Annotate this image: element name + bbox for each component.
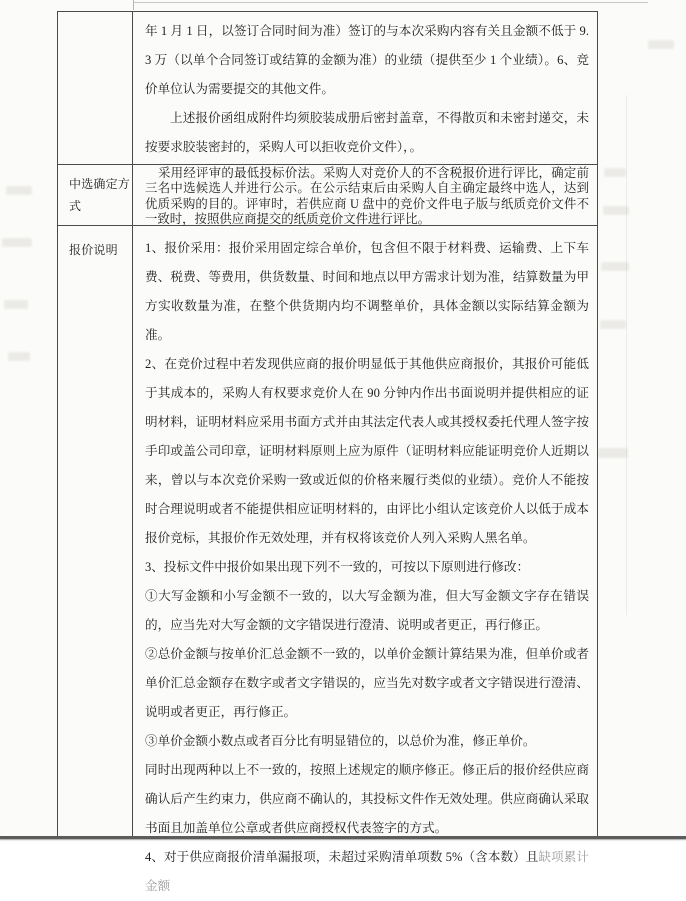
procurement-terms-table [57, 11, 598, 893]
scan-bleed-artifact [4, 300, 28, 309]
paragraph: ①大写金额和小写金额不一致的，以大写金额为准，但大写金额文字存在错误的，应当先对大写金额的文字错误进行澄清、说明或者更正，再行修正。 [145, 589, 589, 632]
paragraph: 2、在竞价过程中若发现供应商的报价明显低于其他供应商报价，其报价可能低于其成本的，采购人有权要求竞价人在 90 分钟内作出书面说明并提供相应的证明材料，证明材料应采用书面方式并由其法定代表人或其授权委托代理人签字按手印或盖公司印章，证明材料原则上应为原件（证明材料应能证明竞价人近期以来，曾以与本次竞价采购一致或近似的价格来履行类似的业绩）。竞价人不能按时合理说明或者不能提供相应证明材料的，由评比小组认定该竞价人以低于成本报价竞标，其报价作无效处理，并有权将该竞价人列入采购人黑名单。 [145, 357, 589, 545]
scan-bleed-artifact [648, 40, 674, 49]
scan-artifact-top-stub [133, 0, 134, 10]
table-row-bid-documents-continued [58, 12, 597, 164]
row-content-selection-method [133, 165, 597, 225]
page-bottom-scan-edge [0, 836, 686, 839]
scan-bleed-artifact [598, 448, 628, 458]
paragraph: 同时出现两种以上不一致的，按照上述规定的顺序修正。修正后的报价经供应商确认后产生约束力，供应商不确认的，其投标文件作无效处理。供应商确认采取书面且加盖单位公章或者供应商授权代表签字的方式。 [145, 763, 589, 835]
row-content-quotation-notes [133, 226, 597, 893]
paragraph: 3、投标文件中报价如果出现下列不一致的，可按以下原则进行修改： [145, 560, 530, 574]
row-content-bid-documents [133, 12, 597, 164]
paragraph: 4、对于供应商报价清单漏报项，未超过采购清单项数 5%（含本数）且缺项累计金额 [145, 850, 589, 893]
paragraph: ③单价金额小数点或者百分比有明显错位的，以总价为准，修正单价。 [145, 734, 536, 748]
scan-bleed-artifact [8, 352, 30, 361]
scan-bleed-artifact [603, 206, 629, 215]
faded-text: 缺项累计金额 [145, 850, 589, 893]
scan-bleed-artifact [6, 186, 32, 195]
paragraph: ②总价金额与按单价汇总金额不一致的，以单价金额计算结果为准，但单价或者单价汇总金额存在数字或者文字错误的，应当先对数字或者文字错误进行澄清、说明或者更正，再行修正。 [145, 647, 589, 719]
scan-bleed-artifact [601, 262, 629, 271]
paragraph: 采用经评审的最低投标价法。采购人对竞价人的不含税报价进行评比，确定前三名中选候选人并进行公示。在公示结束后由采购人自主确定最终中选人，达到优质采购的目的。评审时，若供应商 U 盘中的竞价文件电子版与纸质竞价文件不一致时，按照供应商提交的纸质竞价文件进行评比。 [145, 166, 589, 227]
table-row-selection-method [58, 164, 597, 225]
scan-bleed-artifact [600, 320, 626, 329]
paragraph: 上述报价函组成附件均须胶装成册后密封盖章，不得散页和未密封递交，未按要求胶装密封的，采购人可以拒收竞价文件），。 [145, 111, 589, 154]
paragraph: 1、报价采用：报价采用固定综合单价，包含但不限于材料费、运输费、上下车费、税费、等费用，供货数量、时间和地点以甲方需求计划为准，结算数量为甲方实收数量为准，在整个供货期内均不调整单价，具体金额以实际结算金额为准。 [145, 241, 589, 342]
scan-artifact-top-line [133, 2, 648, 3]
table-row-quotation-notes [58, 225, 597, 893]
row-header-label: 中选确定方式 [69, 177, 131, 213]
scan-bleed-artifact [2, 238, 32, 247]
row-header-cell-selection-method [58, 165, 133, 225]
row-header-label: 报价说明 [69, 243, 118, 257]
row-header-cell-empty [58, 12, 133, 164]
scan-bleed-artifact [604, 168, 626, 177]
scan-artifact-crease-line [626, 95, 627, 615]
row-header-cell-quotation-notes [58, 226, 133, 836]
paragraph: 年 1 月 1 日，以签订合同时间为准）签订的与本次采购内容有关且金额不低于 9.3 万（以单个合同签订或结算的金额为准）的业绩（提供至少 1 个业绩）。6、竞价单位认为需要提交的其他文件。 [145, 24, 589, 96]
